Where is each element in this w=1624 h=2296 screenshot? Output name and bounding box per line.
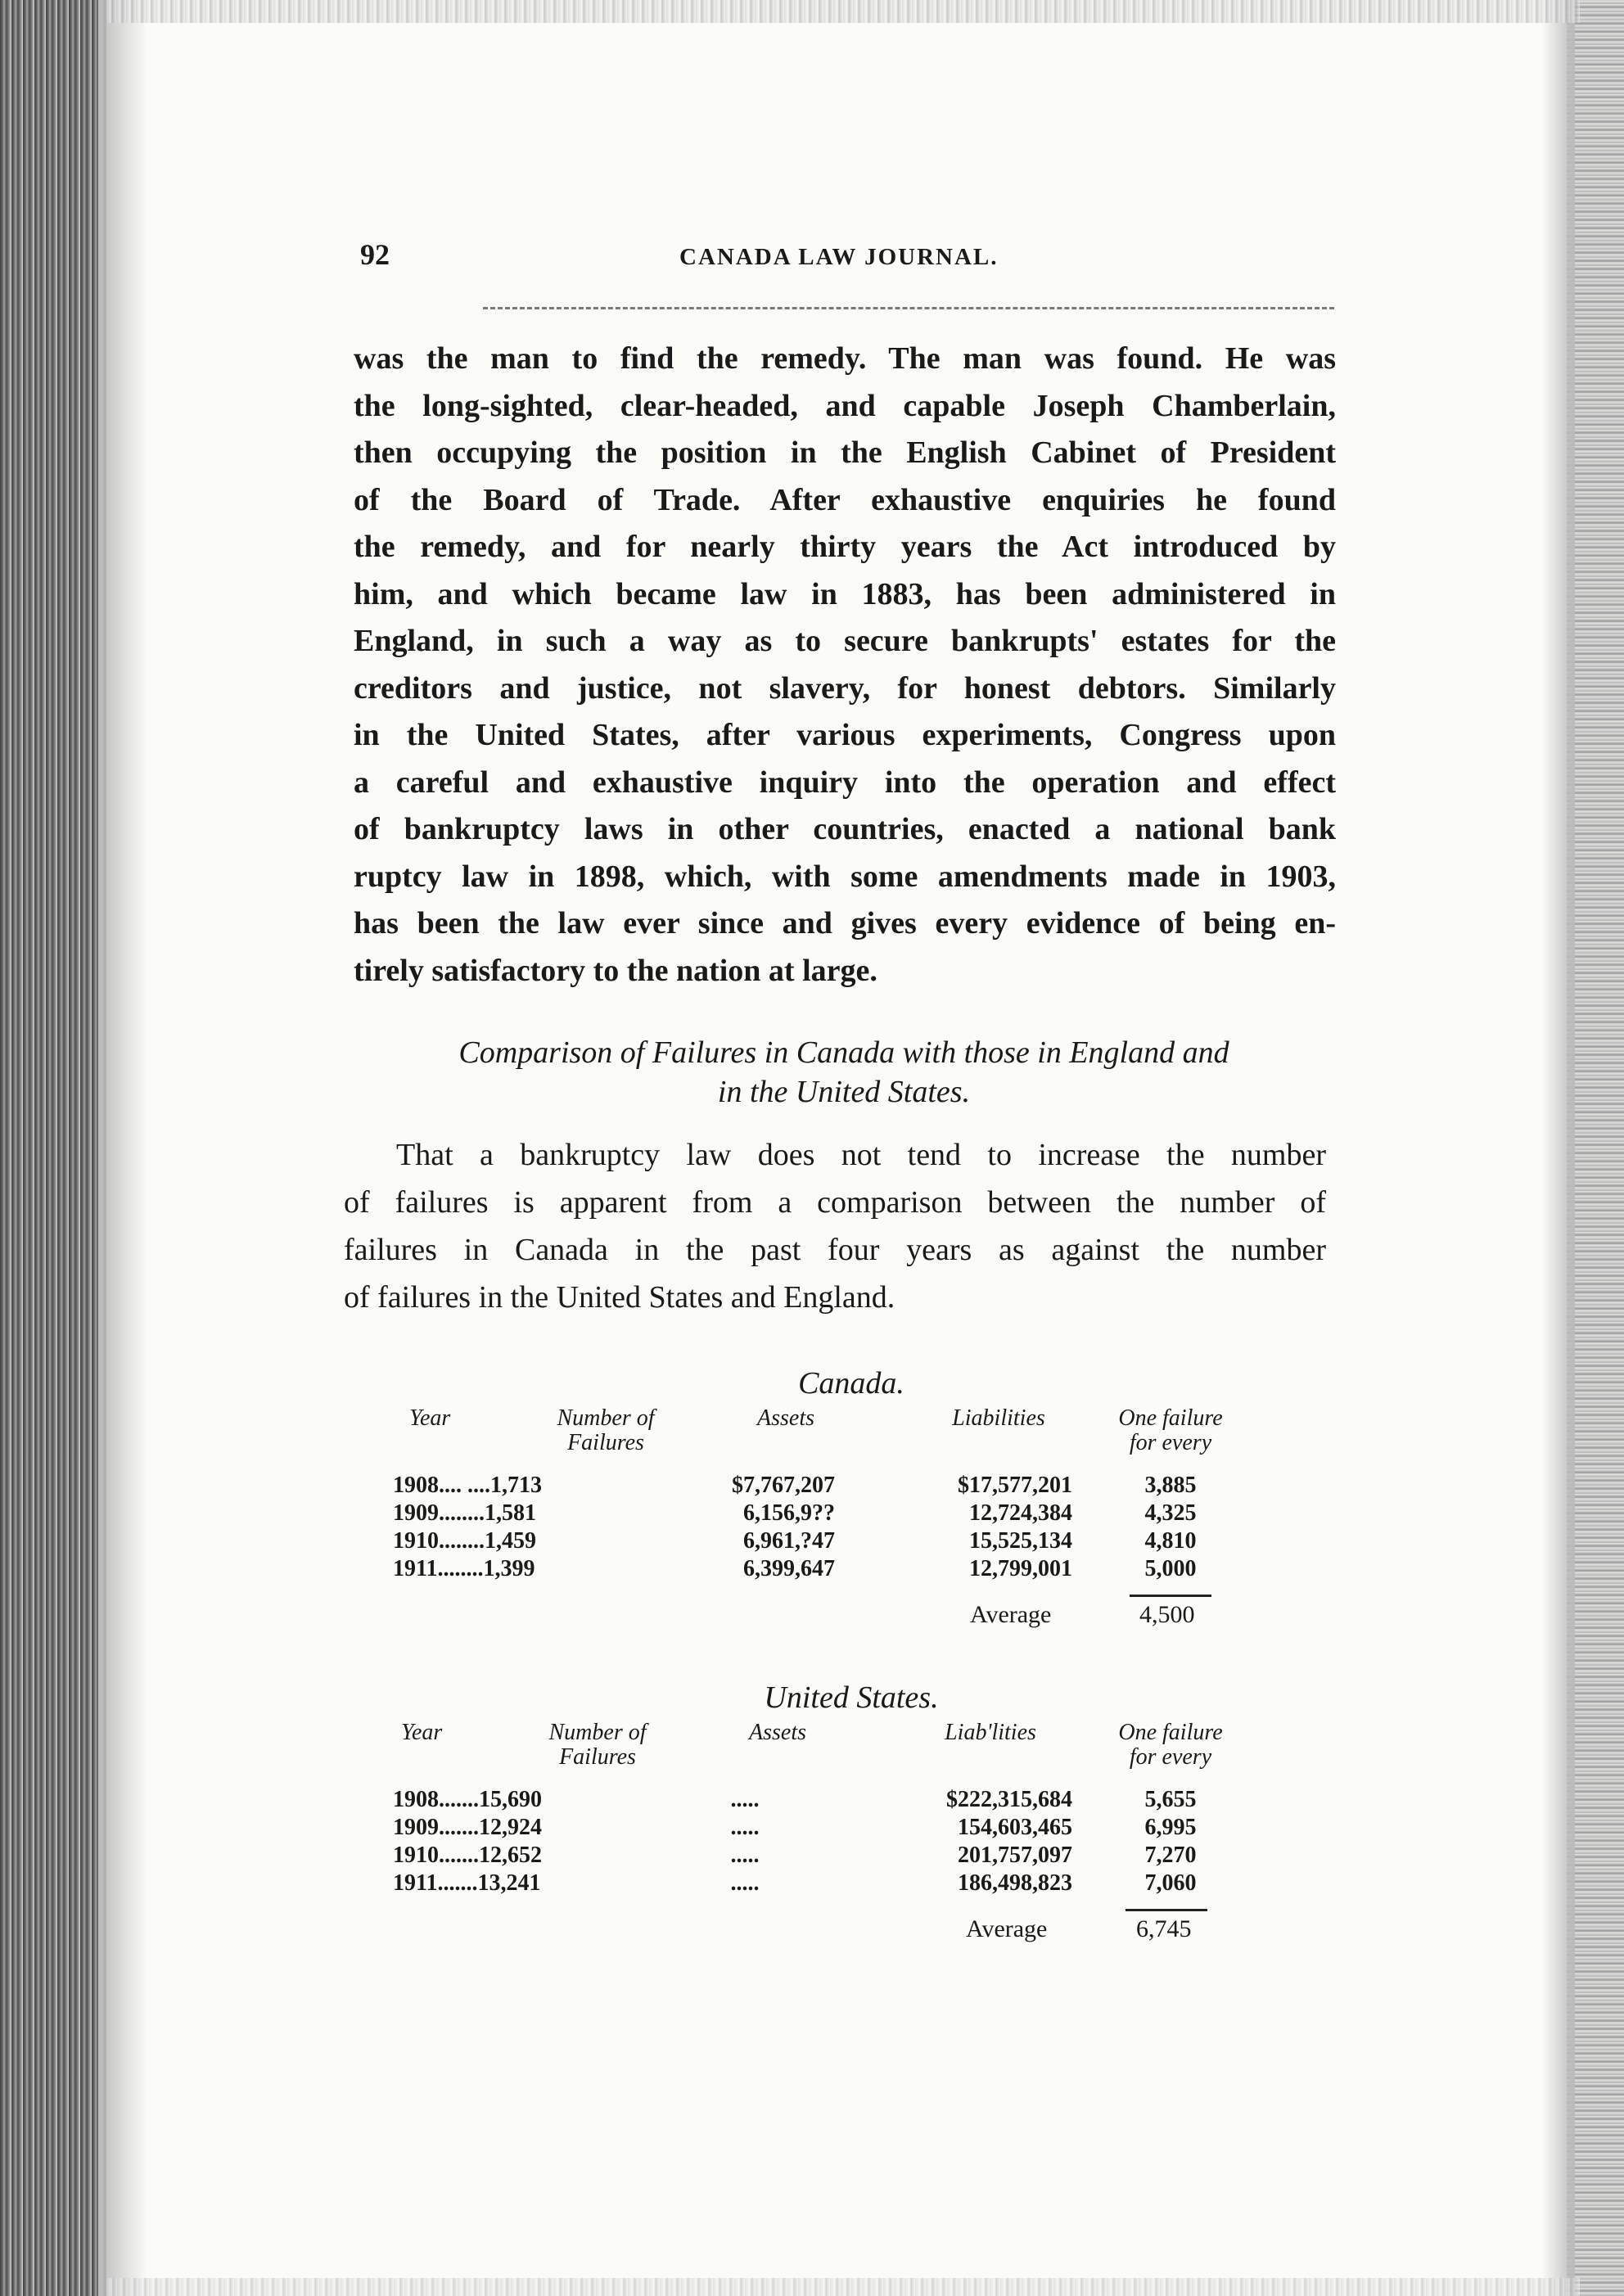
intro-line: failures in Canada in the past four years as against the number: [344, 1233, 1326, 1267]
cell-year-failures: 1908.... ....1,713: [393, 1473, 542, 1498]
cell-year-failures: 1911........1,399: [393, 1556, 535, 1581]
col-head-assets: Assets: [757, 1405, 814, 1431]
col-head-failures-line2: Failures: [567, 1430, 644, 1455]
cell-one-failure: 7,060: [1144, 1870, 1197, 1896]
body-line: ruptcy law in 1898, which, with some amendments made in 1903,: [354, 859, 1336, 894]
cell-one-failure: 6,995: [1144, 1815, 1197, 1840]
col-head-assets: Assets: [749, 1720, 806, 1745]
col-head-year: Year: [409, 1405, 451, 1431]
intro-line: That a bankruptcy law does not tend to increase the number: [396, 1138, 1326, 1172]
running-title: CANADA LAW JOURNAL.: [679, 244, 999, 270]
col-head-year: Year: [401, 1720, 443, 1745]
cell-assets: .....: [730, 1843, 760, 1868]
body-line: him, and which became law in 1883, has been administered in: [354, 576, 1336, 611]
cell-liabilities: 12,799,001: [969, 1556, 1072, 1581]
cell-one-failure: 5,000: [1144, 1556, 1197, 1581]
cell-assets: .....: [730, 1815, 760, 1840]
average-rule: [1126, 1909, 1207, 1911]
cell-one-failure: 7,270: [1144, 1843, 1197, 1868]
cell-one-failure: 4,325: [1144, 1500, 1197, 1526]
col-head-failures-line1: Number of: [557, 1405, 655, 1431]
table-body: [393, 1786, 1310, 1897]
cell-assets: $7,767,207: [732, 1473, 835, 1498]
cell-liabilities: 154,603,465: [958, 1815, 1072, 1840]
table-row: [393, 1814, 1310, 1842]
average-value: 6,745: [1136, 1915, 1192, 1942]
body-line: a careful and exhaustive inquiry into the operation and effect: [354, 765, 1336, 800]
body-line: England, in such a way as to secure bankrupts' estates for the: [354, 624, 1336, 658]
body-line: then occupying the position in the English Cabinet of President: [354, 435, 1336, 470]
body-line: the remedy, and for nearly thirty years the Act introduced by: [354, 530, 1336, 564]
table-title: United States.: [764, 1680, 939, 1715]
cell-one-failure: 5,655: [1144, 1787, 1197, 1812]
us-table: [393, 1680, 1310, 1951]
cell-assets: 6,961,?47: [743, 1528, 835, 1554]
binding-fade: [98, 0, 147, 2296]
body-paragraph: [354, 336, 1336, 995]
col-head-liabilities: Liab'lities: [945, 1720, 1036, 1745]
section-heading: [344, 1033, 1344, 1112]
cell-liabilities: 201,757,097: [958, 1843, 1072, 1868]
average-row: [393, 1915, 1310, 1951]
cell-year-failures: 1911.......13,241: [393, 1870, 541, 1896]
cell-assets: .....: [730, 1787, 760, 1812]
cell-year-failures: 1910.......12,652: [393, 1843, 542, 1868]
cell-year-failures: 1909........1,581: [393, 1500, 536, 1526]
body-line: creditors and justice, not slavery, for honest debtors. Similarly: [354, 670, 1336, 706]
average-rule: [1130, 1595, 1211, 1597]
body-line: in the United States, after various experiments, Congress upon: [354, 718, 1336, 752]
body-line: has been the law ever since and gives every evidence of being en-: [354, 906, 1336, 941]
col-head-one-line2: for every: [1129, 1744, 1212, 1770]
section-heading-line: in the United States.: [717, 1075, 971, 1109]
cell-one-failure: 3,885: [1144, 1473, 1197, 1498]
cell-assets: .....: [730, 1870, 760, 1896]
table-title: Canada.: [798, 1366, 904, 1401]
cell-one-failure: 4,810: [1144, 1528, 1197, 1554]
table-row: [393, 1500, 1310, 1527]
page-edge-right-fade: [1542, 0, 1575, 2296]
col-head-failures: [540, 1406, 671, 1455]
page-edge-right: [1567, 0, 1624, 2296]
col-head-one-line1: One failure: [1118, 1720, 1223, 1745]
col-head-one-failure: [1105, 1406, 1236, 1455]
body-line: tirely satisfactory to the nation at large.: [354, 953, 877, 988]
book-binding-shadow: [0, 0, 106, 2296]
page-edge-top: [106, 0, 1580, 23]
cell-liabilities: $222,315,684: [946, 1787, 1072, 1812]
body-line: of bankruptcy laws in other countries, enacted a national bank: [354, 812, 1336, 846]
table-row: [393, 1786, 1310, 1814]
table-row: [393, 1842, 1310, 1870]
table-row: [393, 1527, 1310, 1555]
col-head-one-failure: [1105, 1721, 1236, 1770]
page-edge-bottom: [106, 2278, 1580, 2296]
cell-year-failures: 1909.......12,924: [393, 1815, 542, 1840]
intro-paragraph: [344, 1131, 1326, 1321]
cell-year-failures: 1908.......15,690: [393, 1787, 542, 1812]
table-row: [393, 1870, 1310, 1897]
intro-line: of failures in the United States and England.: [344, 1280, 895, 1315]
col-head-one-line2: for every: [1129, 1430, 1212, 1455]
canada-table: [393, 1365, 1310, 1637]
average-row: [393, 1601, 1310, 1637]
average-label: Average: [970, 1601, 1052, 1628]
cell-year-failures: 1910........1,459: [393, 1528, 536, 1554]
body-line: of the Board of Trade. After exhaustive enquiries he found: [354, 482, 1336, 517]
average-label: Average: [966, 1915, 1048, 1942]
cell-assets: 6,399,647: [743, 1556, 835, 1581]
cell-assets: 6,156,9??: [743, 1500, 835, 1526]
average-value: 4,500: [1139, 1601, 1195, 1628]
table-header: [393, 1721, 1310, 1786]
col-head-failures-line2: Failures: [559, 1744, 636, 1770]
col-head-one-line1: One failure: [1118, 1405, 1223, 1431]
body-line: was the man to find the remedy. The man was found. He was: [354, 341, 1336, 376]
header-rule: [483, 307, 1334, 309]
body-line: the long-sighted, clear-headed, and capable Joseph Chamberlain,: [354, 388, 1336, 423]
cell-liabilities: 15,525,134: [969, 1528, 1072, 1554]
intro-line: of failures is apparent from a comparison between the number of: [344, 1185, 1326, 1220]
table-row: [393, 1555, 1310, 1583]
col-head-failures-line1: Number of: [548, 1720, 647, 1745]
col-head-liabilities: Liabilities: [952, 1405, 1045, 1431]
cell-liabilities: 186,498,823: [958, 1870, 1072, 1896]
table-header: [393, 1406, 1310, 1472]
cell-liabilities: $17,577,201: [958, 1473, 1072, 1498]
table-row: [393, 1472, 1310, 1500]
page-header: [360, 237, 1342, 286]
page-number: 92: [360, 238, 390, 271]
col-head-failures: [532, 1721, 663, 1770]
cell-liabilities: 12,724,384: [969, 1500, 1072, 1526]
table-body: [393, 1472, 1310, 1583]
section-heading-line: Comparison of Failures in Canada with those in England and: [458, 1035, 1229, 1070]
